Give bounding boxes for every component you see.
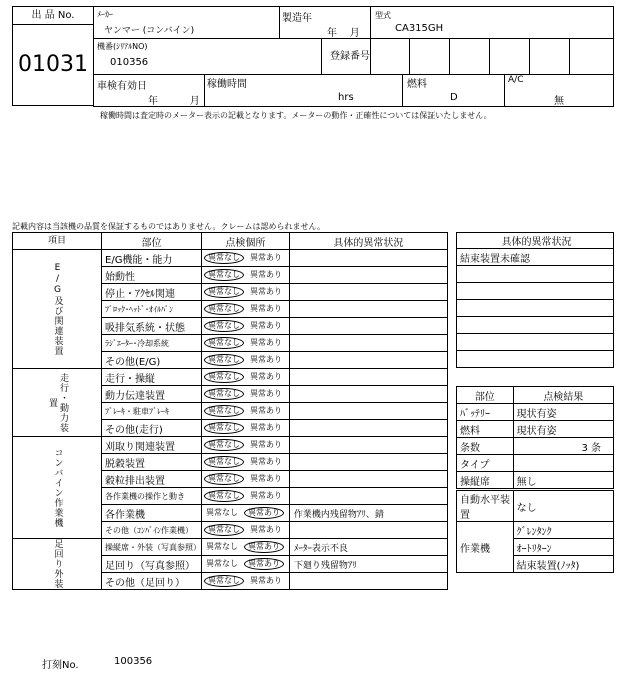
maker-label: ﾒｰｶｰ xyxy=(97,10,113,19)
abnormal-line xyxy=(457,317,614,334)
option-ng[interactable]: 異常あり xyxy=(250,270,282,279)
option-ok[interactable]: 異常なし xyxy=(204,524,244,536)
option-ok[interactable]: 異常なし xyxy=(204,439,244,451)
option-ng[interactable]: 異常あり xyxy=(250,355,282,364)
detail-text: 作業機内残留物ｱﾘ、錆 xyxy=(289,505,447,522)
check-options xyxy=(202,369,290,386)
check-options xyxy=(202,352,290,369)
ac-label: A/C xyxy=(508,75,524,85)
option-ng[interactable]: 異常あり xyxy=(250,525,282,534)
part-name: 走行・操縦 xyxy=(102,369,202,386)
detail-text xyxy=(289,318,447,335)
detail-text xyxy=(289,522,447,539)
abnormal-line: 結束装置未確認 xyxy=(457,249,614,266)
stamp-value: 100356 xyxy=(114,656,153,667)
check-options xyxy=(202,539,290,556)
option-ok[interactable]: 異常なし xyxy=(204,337,244,349)
result-row xyxy=(457,438,614,455)
option-ok[interactable]: 異常なし xyxy=(204,286,244,298)
table-row xyxy=(13,250,448,267)
option-ng[interactable]: 異常あり xyxy=(250,576,282,585)
check-options xyxy=(202,556,290,573)
check-options xyxy=(202,335,290,352)
option-ok[interactable]: 異常なし xyxy=(204,269,244,281)
part-name: ﾌﾞﾚｰｷ・駐車ﾌﾞﾚｰｷ xyxy=(102,403,202,420)
option-ok[interactable]: 異常なし xyxy=(204,354,244,366)
result-row xyxy=(457,421,614,438)
disclaimer: 記載内容は当該機の品質を保証するものではありません。クレームは認められません。 xyxy=(12,222,325,231)
year-value: 年 月 xyxy=(327,28,360,39)
detail-text xyxy=(289,352,447,369)
part-name: 刈取り関連装置 xyxy=(102,437,202,454)
detail-text: ﾒｰﾀｰ表示不良 xyxy=(289,539,447,556)
part-name: その他（足回り） xyxy=(102,573,202,590)
check-options xyxy=(202,471,290,488)
result-value xyxy=(513,455,613,472)
part-name: ﾌﾞﾛｯｸ･ﾍｯﾄﾞ･ｵｲﾙﾊﾟﾝ xyxy=(102,301,202,318)
option-ng[interactable]: 異常あり xyxy=(250,304,282,313)
inspection-date-label: 車検有効日 xyxy=(97,81,147,92)
serial-value: 010356 xyxy=(110,57,149,68)
table-row xyxy=(13,437,448,454)
result-value: 3 条 xyxy=(513,438,613,455)
option-ng[interactable]: 異常あり xyxy=(250,253,282,262)
detail-text xyxy=(289,437,447,454)
option-ok[interactable]: 異常なし xyxy=(204,405,244,417)
part-name: その他(E/G) xyxy=(102,352,202,369)
vehicle-info-box xyxy=(93,6,614,107)
part-name: 穀粒排出装置 xyxy=(102,471,202,488)
result-label: ﾊﾞｯﾃﾘｰ xyxy=(457,404,514,421)
col-detail-header: 具体的異常状況 xyxy=(289,233,447,250)
abnormal-line xyxy=(457,351,614,368)
check-options xyxy=(202,488,290,505)
detail-text xyxy=(289,488,447,505)
result-value: 無し xyxy=(513,472,613,489)
hours-unit: hrs xyxy=(338,92,354,103)
check-options xyxy=(202,573,290,590)
serial-label: 機番(ｼﾘｱﾙNO) xyxy=(97,42,148,51)
detail-text xyxy=(289,301,447,318)
part-name: 吸排気系統・状態 xyxy=(102,318,202,335)
option-ng[interactable]: 異常あり xyxy=(250,389,282,398)
abnormal-line xyxy=(457,334,614,351)
part-name: 始動性 xyxy=(102,267,202,284)
detail-text xyxy=(289,284,447,301)
work-item: ｸﾞﾚﾝﾀﾝｸ xyxy=(513,522,613,539)
section-title: 足回り外装 xyxy=(13,539,102,590)
abnormal-line xyxy=(457,300,614,317)
part-name: 脱穀装置 xyxy=(102,454,202,471)
abnormal-status-header: 具体的異常状況 xyxy=(457,233,614,249)
option-ok[interactable]: 異常なし xyxy=(204,320,244,332)
check-options xyxy=(202,437,290,454)
option-ng[interactable]: 異常あり xyxy=(250,474,282,483)
result-value: 現状有姿 xyxy=(513,404,613,421)
option-ok[interactable]: 異常なし xyxy=(204,456,244,468)
autolevel-label: 自動水平装置 xyxy=(457,491,514,522)
option-ok[interactable]: 異常なし xyxy=(204,422,244,434)
result-row xyxy=(457,455,614,472)
option-ok[interactable]: 異常なし xyxy=(204,490,244,502)
check-options xyxy=(202,301,290,318)
detail-text xyxy=(289,573,447,590)
work-item: 結束装置(ﾉｯﾀ) xyxy=(513,556,613,573)
result-label: タイプ xyxy=(457,455,514,472)
option-ok[interactable]: 異常なし xyxy=(206,559,238,568)
detail-text xyxy=(289,335,447,352)
part-name: 各作業機 xyxy=(102,505,202,522)
check-options xyxy=(202,522,290,539)
check-options xyxy=(202,284,290,301)
maker-value: ヤンマー (コンバイン) xyxy=(104,26,195,36)
result-label: 操縦席 xyxy=(457,472,514,489)
part-name: 動力伝達装置 xyxy=(102,386,202,403)
option-ok[interactable]: 異常なし xyxy=(206,508,238,517)
section-title: コンバイン作業機 xyxy=(13,437,102,539)
detail-text xyxy=(289,267,447,284)
check-options xyxy=(202,250,290,267)
fuel-label: 燃料 xyxy=(407,79,427,90)
results-table xyxy=(456,386,614,489)
col-check-header: 点検個所 xyxy=(202,233,290,250)
option-ng[interactable]: 異常あり xyxy=(250,423,282,432)
option-ng[interactable]: 異常あり xyxy=(250,457,282,466)
work-item: ｵｰﾄﾘﾀｰﾝ xyxy=(513,539,613,556)
option-ok[interactable]: 異常なし xyxy=(204,303,244,315)
ac-value: 無 xyxy=(554,96,564,107)
lot-label: 出 品 No. xyxy=(13,7,93,25)
option-ng[interactable]: 異常あり xyxy=(244,558,284,570)
check-options xyxy=(202,505,290,522)
abnormal-line xyxy=(457,266,614,283)
autolevel-value: なし xyxy=(513,491,613,522)
result-label: 条数 xyxy=(457,438,514,455)
registration-label: 登録番号 xyxy=(330,51,370,62)
detail-text xyxy=(289,403,447,420)
option-ng[interactable]: 異常あり xyxy=(244,507,284,519)
option-ok[interactable]: 異常なし xyxy=(204,575,244,587)
check-options xyxy=(202,454,290,471)
fuel-value: D xyxy=(450,92,458,103)
stamp-label: 打刻No. xyxy=(42,660,79,671)
detail-text xyxy=(289,250,447,267)
lot-number: 01031 xyxy=(18,52,88,77)
option-ok[interactable]: 異常なし xyxy=(204,388,244,400)
result-value: 現状有姿 xyxy=(513,421,613,438)
section-title: E/G及び関連装置 xyxy=(13,250,102,369)
option-ok[interactable]: 異常なし xyxy=(204,473,244,485)
section-title: 走行・動力装置 xyxy=(13,369,102,437)
results-part-header: 部位 xyxy=(457,387,514,404)
hours-note: 稼働時間は査定時のメーター表示の記載となります。メーターの動作・正確性については保証いたしません。 xyxy=(100,111,492,120)
inspection-table xyxy=(12,232,448,590)
model-label: 型式 xyxy=(375,11,391,20)
option-ng[interactable]: 異常あり xyxy=(250,321,282,330)
part-name: E/G機能・能力 xyxy=(102,250,202,267)
year-label: 製造年 xyxy=(282,13,312,24)
abnormal-line xyxy=(457,283,614,300)
detail-text xyxy=(289,471,447,488)
result-row xyxy=(457,472,614,489)
result-row xyxy=(457,404,614,421)
lot-number-box xyxy=(12,6,94,106)
part-name: 各作業機の操作と動き xyxy=(102,488,202,505)
detail-text xyxy=(289,454,447,471)
hours-label: 稼働時間 xyxy=(207,79,247,90)
check-options xyxy=(202,267,290,284)
table-row xyxy=(13,539,448,556)
option-ng[interactable]: 異常あり xyxy=(250,338,282,347)
results-result-header: 点検結果 xyxy=(513,387,613,404)
detail-text xyxy=(289,420,447,437)
option-ng[interactable]: 異常あり xyxy=(250,287,282,296)
part-name: ﾗｼﾞｴｰﾀｰ･冷却系統 xyxy=(102,335,202,352)
check-options xyxy=(202,420,290,437)
part-name: その他(走行) xyxy=(102,420,202,437)
col-item-header: 項目 xyxy=(13,233,102,250)
inspection-date-value: 年 月 xyxy=(148,96,200,107)
result-label: 燃料 xyxy=(457,421,514,438)
col-part-header: 部位 xyxy=(102,233,202,250)
option-ng[interactable]: 異常あり xyxy=(250,440,282,449)
option-ng[interactable]: 異常あり xyxy=(250,372,282,381)
option-ng[interactable]: 異常あり xyxy=(250,491,282,500)
detail-text: 下廻り残留物ｱﾘ xyxy=(289,556,447,573)
option-ng[interactable]: 異常あり xyxy=(250,406,282,415)
part-name: 操縦席・外装（写真参照） xyxy=(102,539,202,556)
part-name: その他（ｺﾝﾊﾞｲﾝ作業機） xyxy=(102,522,202,539)
part-name: 足回り（写真参照） xyxy=(102,556,202,573)
part-name: 停止・ｱｸｾﾙ関連 xyxy=(102,284,202,301)
model-value: CA315GH xyxy=(395,23,444,34)
check-options xyxy=(202,403,290,420)
equipment-table xyxy=(456,490,614,573)
option-ok[interactable]: 異常なし xyxy=(206,542,238,551)
abnormal-status-box xyxy=(456,232,614,368)
detail-text xyxy=(289,369,447,386)
work-label: 作業機 xyxy=(457,522,514,573)
table-row xyxy=(13,369,448,386)
option-ng[interactable]: 異常あり xyxy=(244,541,284,553)
check-options xyxy=(202,386,290,403)
option-ok[interactable]: 異常なし xyxy=(204,252,244,264)
detail-text xyxy=(289,386,447,403)
check-options xyxy=(202,318,290,335)
option-ok[interactable]: 異常なし xyxy=(204,371,244,383)
